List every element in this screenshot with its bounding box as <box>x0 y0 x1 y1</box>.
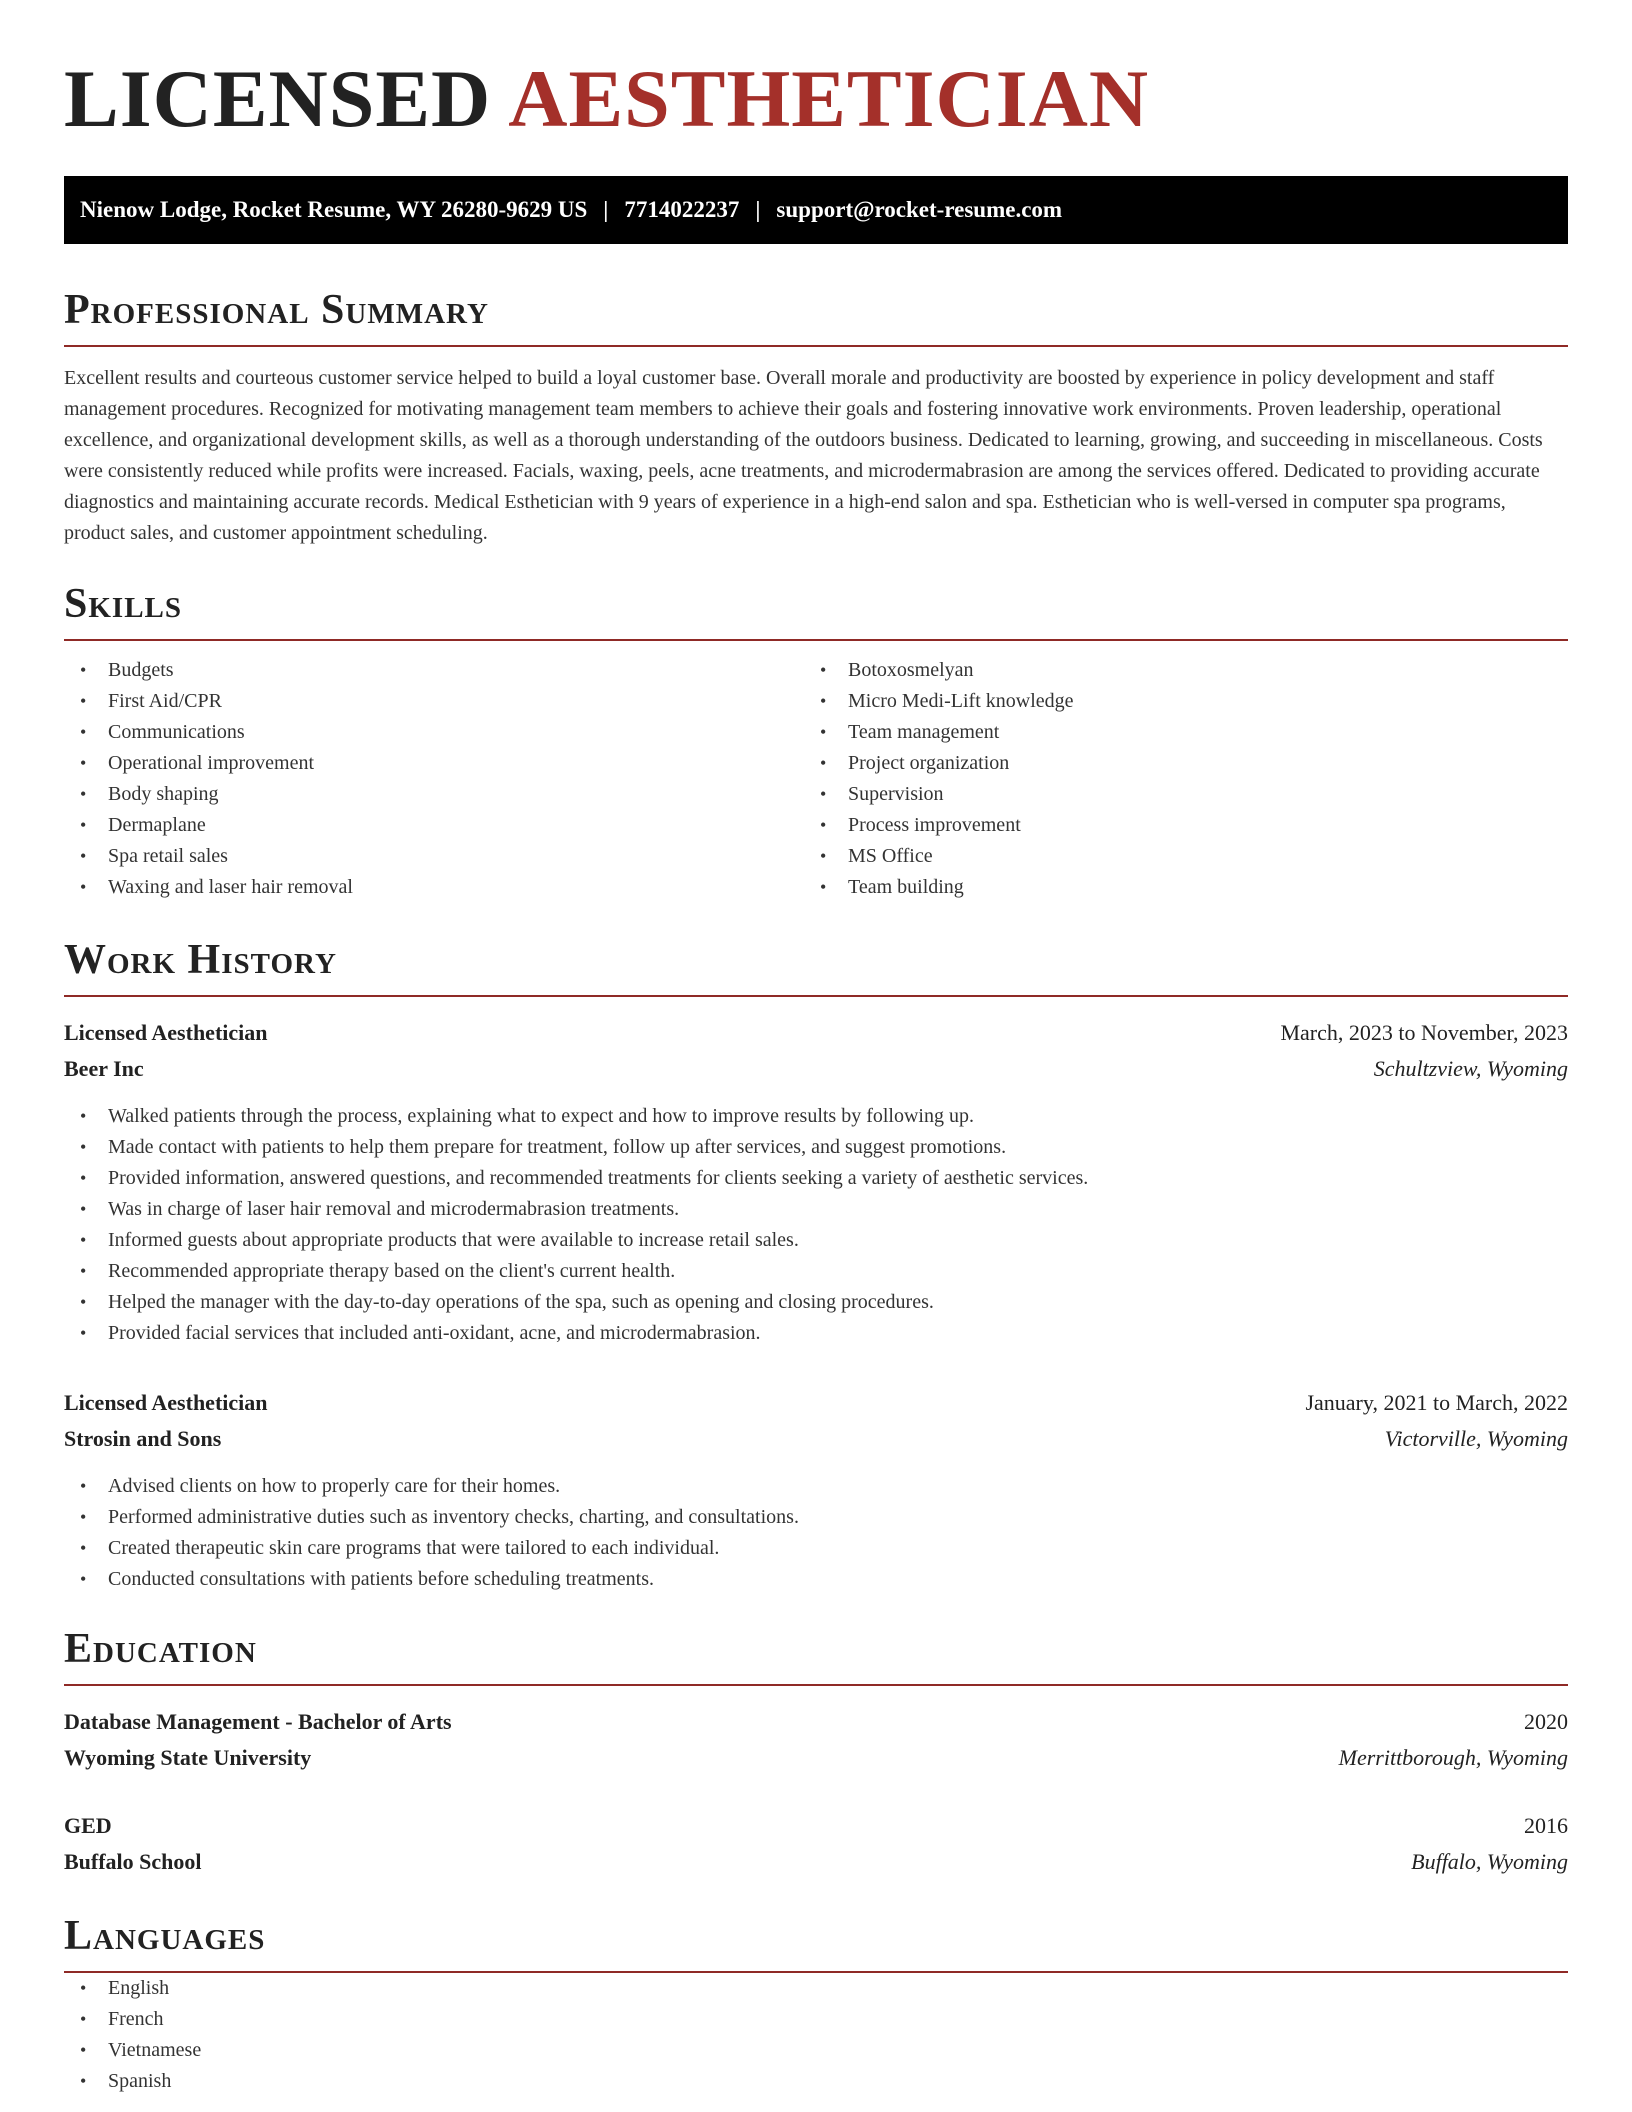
education-heading: Education <box>64 1626 1568 1686</box>
job-entry <box>64 1385 1568 1595</box>
contact-separator: | <box>603 197 609 222</box>
skill-item: • Project organization <box>804 748 1544 779</box>
education-school: Buffalo School <box>64 1849 202 1875</box>
job-role: Licensed Aesthetician <box>64 1390 268 1416</box>
job-location: Schultzview, Wyoming <box>1373 1056 1568 1082</box>
skills-section <box>64 581 1568 903</box>
languages-list <box>64 1973 1568 2097</box>
job-duty: • Advised clients on how to properly care for their homes. <box>64 1471 1568 1502</box>
skill-item: • Communications <box>64 717 804 748</box>
job-duties <box>64 1471 1568 1595</box>
languages-section <box>64 1913 1568 2097</box>
job-duty: • Was in charge of laser hair removal and microdermabrasion treatments. <box>64 1194 1568 1225</box>
education-entry <box>64 1704 1568 1776</box>
skill-item: • Dermaplane <box>64 810 804 841</box>
summary-text: Excellent results and courteous customer service helped to build a loyal customer base. Overall morale and productivity are boosted by experience in policy development and staff management procedures. Recognized for motivating management team members to achieve their goals and fostering innovative work environments. Proven leadership, operational excellence, and organizational development skills, as well as a thorough understanding of the outdoors business. Dedicated to learning, growing, and succeeding in miscellaneous. Costs were consistently reduced while profits were increased. Facials, waxing, peels, acne treatments, and microdermabrasion are among the services offered. Dedicated to providing accurate diagnostics and maintaining accurate records. Medical Esthetician with 9 years of experience in a high-end salon and spa. Esthetician who is well-versed in computer spa programs, product sales, and customer appointment scheduling. <box>64 367 1543 545</box>
education-school: Wyoming State University <box>64 1745 312 1771</box>
education-year: 2020 <box>1524 1709 1568 1735</box>
job-duty: • Conducted consultations with patients before scheduling treatments. <box>64 1564 1568 1595</box>
contact-phone: 7714022237 <box>624 197 740 222</box>
job-location: Victorville, Wyoming <box>1384 1426 1568 1452</box>
contact-bar <box>64 176 1568 244</box>
contact-email: support@rocket-resume.com <box>776 197 1063 222</box>
skill-item: • Micro Medi-Lift knowledge <box>804 686 1544 717</box>
job-role: Licensed Aesthetician <box>64 1020 268 1046</box>
skill-item: • Operational improvement <box>64 748 804 779</box>
skills-column-right <box>804 655 1544 903</box>
job-duties <box>64 1101 1568 1349</box>
work-history-heading: Work History <box>64 937 1568 997</box>
job-company: Strosin and Sons <box>64 1426 222 1452</box>
skill-item: • Budgets <box>64 655 804 686</box>
skill-item: • Team building <box>804 872 1544 903</box>
job-duty: • Created therapeutic skin care programs that were tailored to each individual. <box>64 1533 1568 1564</box>
job-duty: • Made contact with patients to help them prepare for treatment, follow up after services, and suggest promotions. <box>64 1132 1568 1163</box>
contact-address: Nienow Lodge, Rocket Resume, WY 26280-9629 US <box>80 197 588 222</box>
job-entry <box>64 1015 1568 1349</box>
skill-item: • MS Office <box>804 841 1544 872</box>
skills-column-left <box>64 655 804 903</box>
education-entry <box>64 1808 1568 1880</box>
job-dates: March, 2023 to November, 2023 <box>1280 1020 1568 1046</box>
skills-list-left <box>64 655 804 903</box>
education-degree: GED <box>64 1813 112 1839</box>
job-duty: • Informed guests about appropriate products that were available to increase retail sales. <box>64 1225 1568 1256</box>
summary-section <box>64 287 1568 549</box>
education-location: Buffalo, Wyoming <box>1411 1849 1568 1875</box>
language-item: • Vietnamese <box>64 2035 1568 2066</box>
resume-name <box>64 53 1150 144</box>
summary-heading: Professional Summary <box>64 287 1568 347</box>
job-duty: • Helped the manager with the day-to-day operations of the spa, such as opening and closing procedures. <box>64 1287 1568 1318</box>
language-item: • French <box>64 2004 1568 2035</box>
language-item: • English <box>64 1973 1568 2004</box>
work-history-section <box>64 937 1568 1595</box>
name-last: AESTHETICIAN <box>508 53 1150 144</box>
skill-item: • Supervision <box>804 779 1544 810</box>
name-first: LICENSED <box>64 53 492 144</box>
job-duty: • Provided facial services that included anti-oxidant, acne, and microdermabrasion. <box>64 1318 1568 1349</box>
contact-separator: | <box>755 197 761 222</box>
skill-item: • First Aid/CPR <box>64 686 804 717</box>
skill-item: • Process improvement <box>804 810 1544 841</box>
job-company: Beer Inc <box>64 1056 144 1082</box>
job-duty: • Walked patients through the process, explaining what to expect and how to improve results by following up. <box>64 1101 1568 1132</box>
skills-columns <box>64 655 1568 903</box>
skill-item: • Spa retail sales <box>64 841 804 872</box>
education-degree: Database Management - Bachelor of Arts <box>64 1709 452 1735</box>
skill-item: • Botoxosmelyan <box>804 655 1544 686</box>
education-section <box>64 1626 1568 1880</box>
education-location: Merrittborough, Wyoming <box>1338 1745 1568 1771</box>
skills-heading: Skills <box>64 581 1568 641</box>
language-item: • Spanish <box>64 2066 1568 2097</box>
job-duty: • Performed administrative duties such as inventory checks, charting, and consultations. <box>64 1502 1568 1533</box>
job-duty: • Recommended appropriate therapy based on the client's current health. <box>64 1256 1568 1287</box>
job-dates: January, 2021 to March, 2022 <box>1305 1390 1568 1416</box>
education-year: 2016 <box>1524 1813 1568 1839</box>
skill-item: • Waxing and laser hair removal <box>64 872 804 903</box>
job-duty: • Provided information, answered questions, and recommended treatments for clients seeking a variety of aesthetic services. <box>64 1163 1568 1194</box>
skill-item: • Team management <box>804 717 1544 748</box>
skills-list-right <box>804 655 1544 903</box>
skill-item: • Body shaping <box>64 779 804 810</box>
languages-heading: Languages <box>64 1913 1568 1973</box>
